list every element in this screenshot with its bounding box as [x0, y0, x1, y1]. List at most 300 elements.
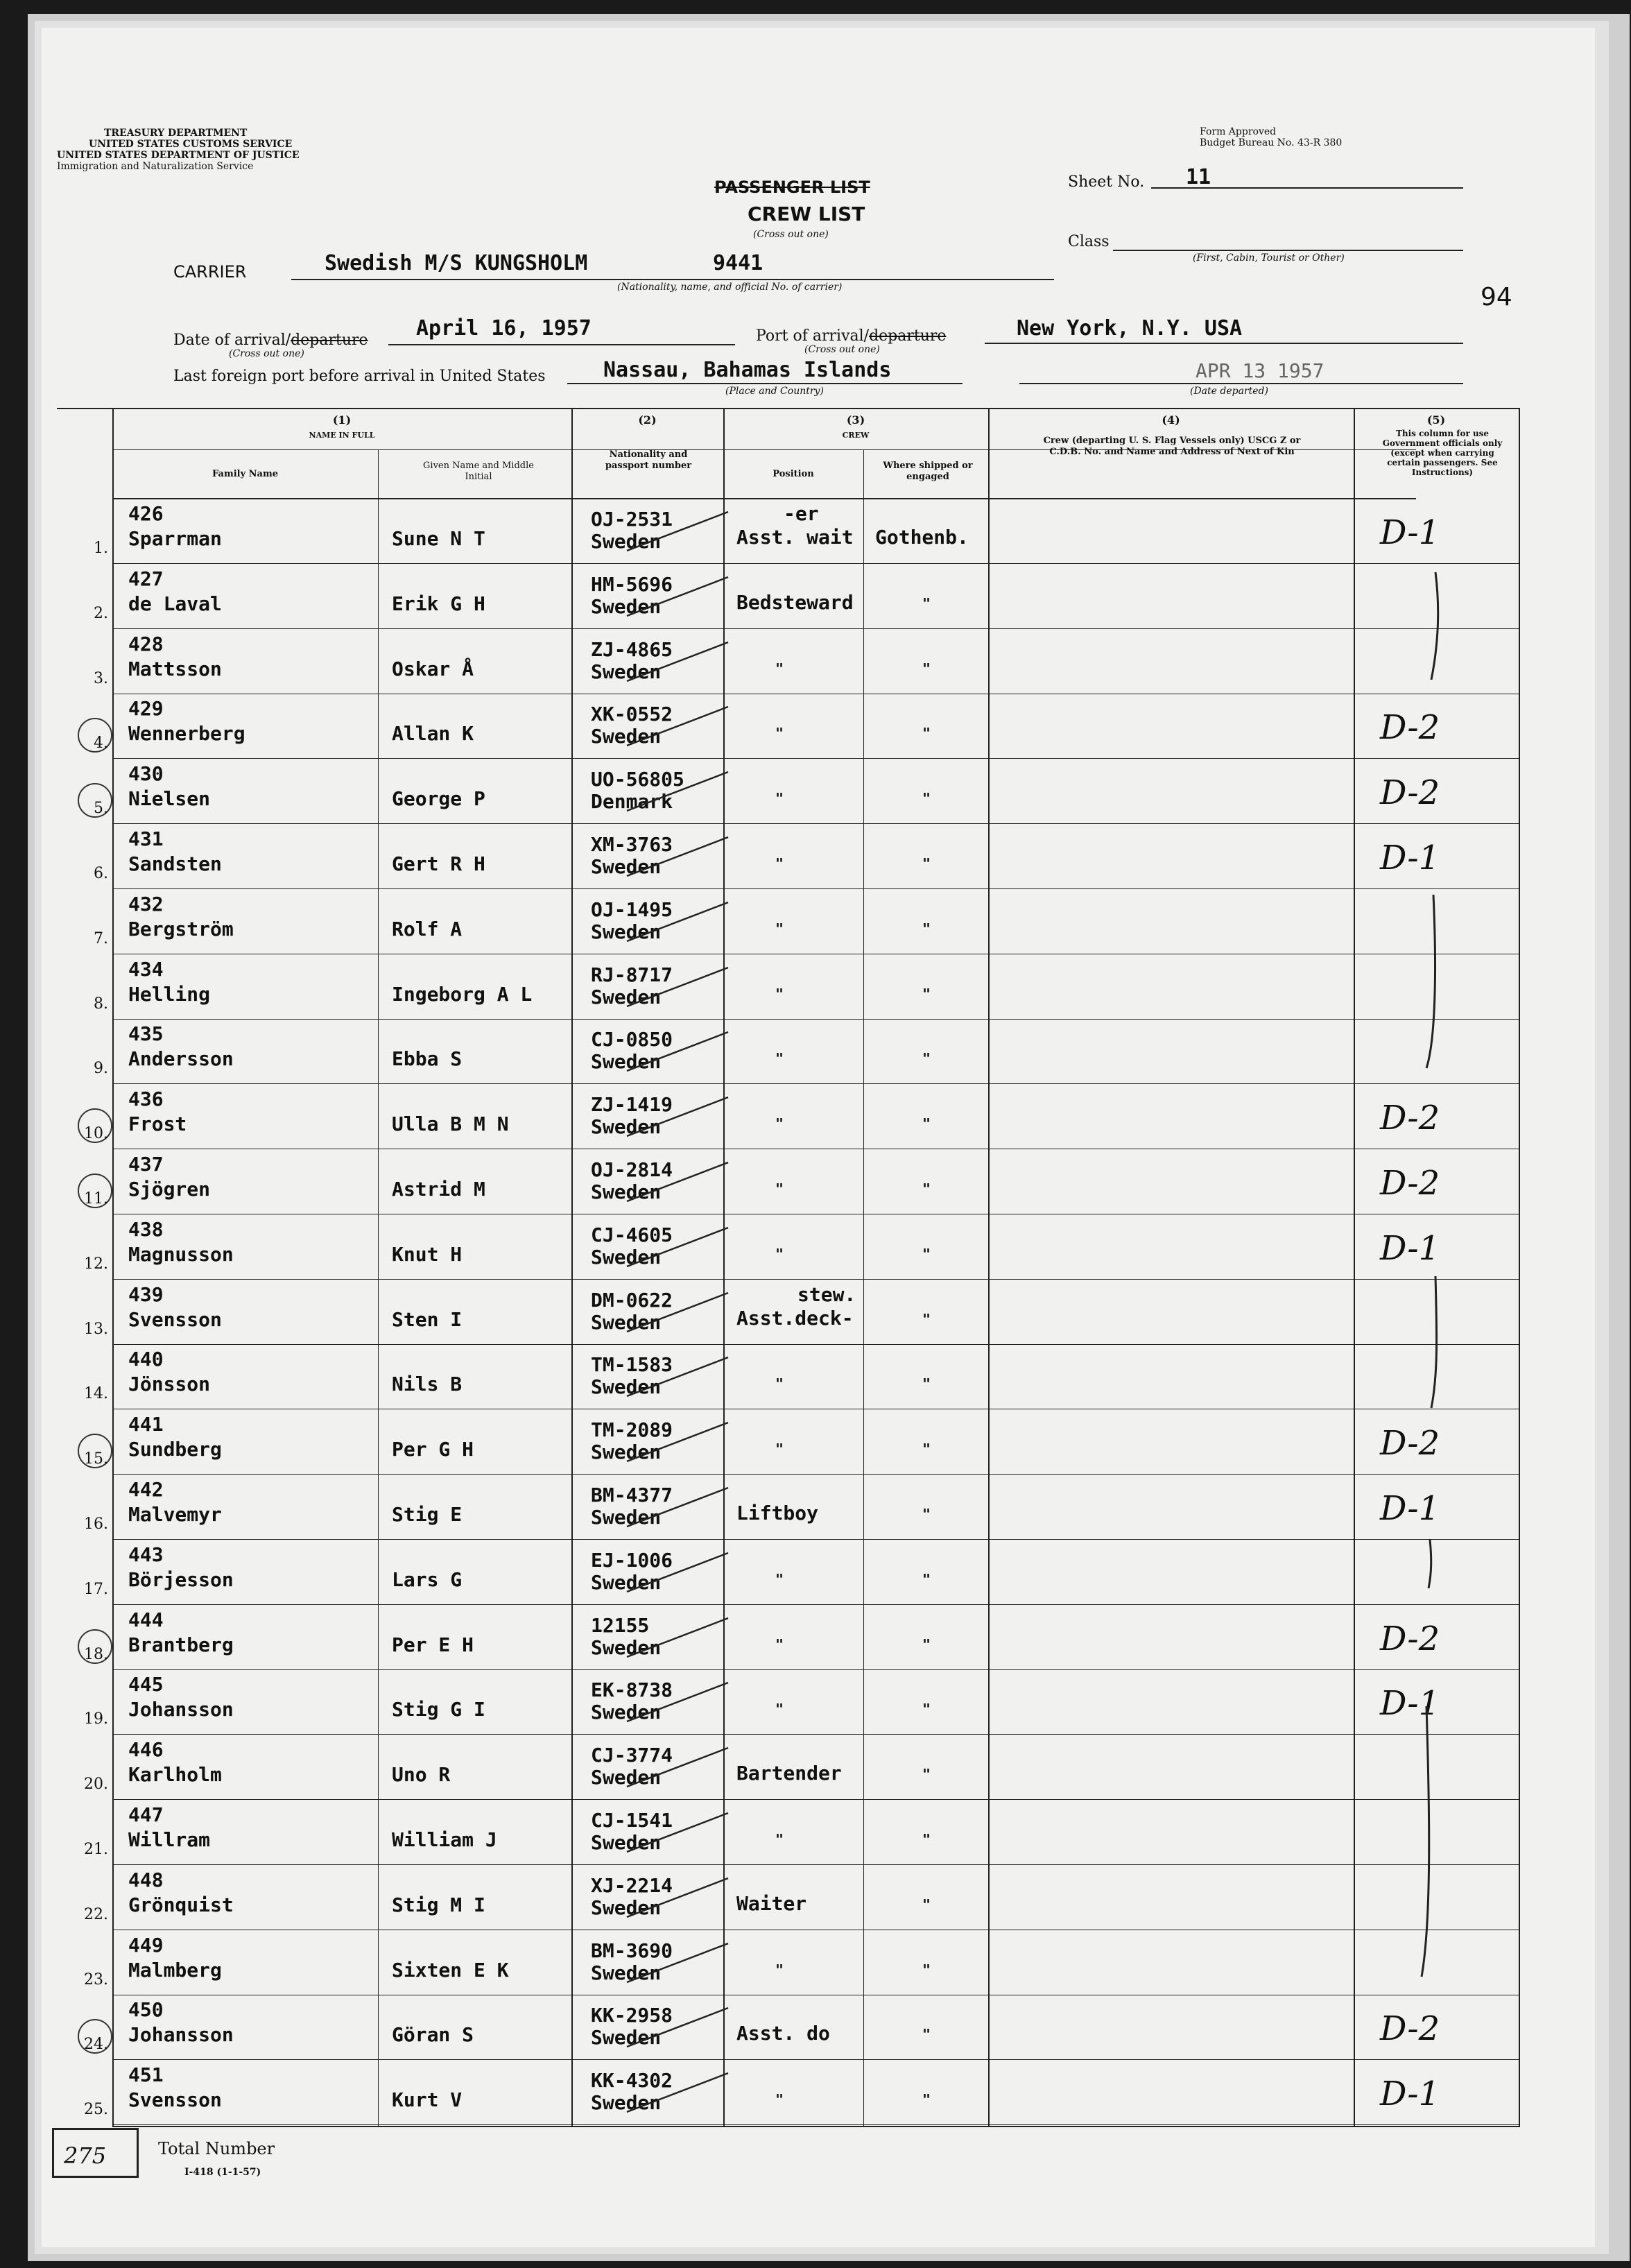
passport-number: TM-2089	[591, 1418, 673, 1442]
nationality: Sweden	[591, 855, 662, 878]
nationality: Sweden	[591, 1245, 662, 1269]
crew-number: 434	[128, 957, 164, 981]
col2-title: Nationality and passport number	[605, 449, 692, 471]
passport-number: CJ-4605	[591, 1223, 673, 1246]
table-top-border	[57, 408, 1520, 409]
where-shipped: "	[922, 660, 931, 677]
where-shipped: "	[922, 1766, 931, 1783]
family-name: Svensson	[128, 2088, 222, 2112]
position: Waiter	[736, 1891, 807, 1915]
dept-line-2: UNITED STATES CUSTOMS SERVICE	[89, 139, 293, 150]
crew-number: 438	[128, 1217, 164, 1241]
where-shipped: "	[922, 594, 931, 612]
col4-title: Crew (departing U. S. Flag Vessels only) USCG Z or C.D.B. No. and Name and Address of Next of Kin	[1043, 436, 1301, 457]
crew-number: 449	[128, 1933, 164, 1957]
position: "	[775, 1635, 784, 1653]
passport-number: OJ-2814	[591, 1158, 673, 1181]
family-name: Nielsen	[128, 787, 211, 811]
where-shipped: "	[922, 1701, 931, 1718]
position: "	[775, 1701, 784, 1718]
given-name: Knut H	[392, 1242, 463, 1266]
family-name: Svensson	[128, 1307, 222, 1331]
passport-number: ZJ-4865	[591, 637, 673, 661]
family-name: Magnusson	[128, 1242, 234, 1266]
crew-number: 431	[128, 827, 164, 850]
nationality: Denmark	[591, 790, 673, 814]
official-mark: D-2	[1380, 708, 1440, 748]
official-mark: D-2	[1380, 1164, 1440, 1203]
position: "	[775, 1961, 784, 1978]
check-slash	[624, 506, 735, 555]
position: "	[775, 725, 784, 742]
check-slash	[624, 572, 735, 620]
family-name: Grönquist	[128, 1893, 234, 1916]
official-mark: D-2	[1380, 1619, 1440, 1658]
family-name: Brantberg	[128, 1633, 234, 1656]
row-number: 10.	[84, 1125, 108, 1143]
given-name: Stig G I	[392, 1698, 485, 1721]
where-shipped: "	[922, 1635, 931, 1653]
col1-number: (1)	[332, 413, 352, 427]
carrier-value: Swedish M/S KUNGSHOLM	[325, 251, 588, 275]
passport-number: 12155	[591, 1613, 650, 1637]
crew-number: 442	[128, 1478, 164, 1501]
position: "	[775, 920, 784, 937]
crew-number: 441	[128, 1413, 164, 1436]
passport-number: EK-8738	[591, 1678, 673, 1702]
row-number: 19.	[84, 1710, 108, 1728]
date-departed-line	[1019, 383, 1463, 384]
where-shipped: "	[922, 1441, 931, 1458]
port-label	[756, 327, 946, 345]
family-name: Wennerberg	[128, 722, 245, 746]
family-name: Willram	[128, 1828, 211, 1851]
row-number: 6.	[94, 865, 108, 882]
family-name: Sundberg	[128, 1438, 222, 1461]
col3-title: CREW	[842, 431, 870, 440]
passport-number: XK-0552	[591, 703, 673, 726]
row-number: 25.	[84, 2101, 108, 2119]
check-slash	[624, 1613, 735, 1661]
official-mark: D-2	[1380, 1099, 1440, 1138]
passport-number: CJ-3774	[591, 1744, 673, 1767]
position: Bartender	[736, 1762, 842, 1785]
nationality: Sweden	[591, 1050, 662, 1074]
nationality: Sweden	[591, 1831, 662, 1854]
row-number: 3.	[94, 669, 108, 687]
position: Liftboy	[736, 1502, 819, 1524]
port-label-struck: departure	[869, 327, 947, 345]
where-shipped: "	[922, 1180, 931, 1197]
carrier-line	[291, 279, 1054, 280]
position: Asst. wait	[736, 526, 854, 549]
row-number: 21.	[84, 1841, 108, 1858]
date-label-struck: departure	[291, 332, 368, 349]
family-name: Karlholm	[128, 1763, 222, 1787]
last-port-label: Last foreign port before arrival in United States	[173, 368, 546, 385]
given-name: George P	[392, 787, 485, 811]
check-slash	[624, 766, 735, 815]
dept-line-3: UNITED STATES DEPARTMENT OF JUSTICE	[57, 150, 300, 161]
port-label-prefix: Port of arrival/	[756, 327, 870, 345]
official-mark: D-1	[1380, 1228, 1440, 1268]
passport-number: BM-3690	[591, 1939, 673, 1962]
col-position: Position	[773, 469, 814, 479]
where-shipped: "	[922, 1506, 931, 1522]
passport-number: OJ-1495	[591, 897, 673, 921]
passport-number: XJ-2214	[591, 1873, 673, 1897]
given-name: Erik G H	[392, 592, 485, 615]
given-name: Ulla B M N	[392, 1112, 509, 1136]
position: "	[775, 790, 784, 807]
crew-number: 440	[128, 1348, 164, 1371]
check-slash	[624, 1873, 735, 1921]
col2-number: (2)	[638, 413, 657, 427]
row-number: 5.	[94, 800, 108, 818]
check-slash	[624, 1807, 735, 1856]
row-divider	[112, 2124, 1519, 2125]
table-bottom-border	[112, 2126, 1520, 2127]
given-name: Nils B	[392, 1373, 463, 1396]
sheet-number: 11	[1186, 165, 1211, 189]
official-mark: D-1	[1380, 513, 1440, 552]
nationality: Sweden	[591, 594, 662, 618]
nationality: Sweden	[591, 660, 662, 683]
given-name: Uno R	[392, 1763, 451, 1787]
port-line	[985, 343, 1463, 344]
cross-out-hint: (Cross out one)	[753, 229, 829, 240]
row-number: 22.	[84, 1905, 108, 1923]
where-shipped: "	[922, 985, 931, 1002]
position: "	[775, 1831, 784, 1848]
where-shipped: "	[922, 1115, 931, 1133]
arrival-date: April 16, 1957	[416, 316, 592, 341]
check-slash	[624, 1092, 735, 1140]
passport-number: KK-4302	[591, 2069, 673, 2093]
crew-list-title: CREW LIST	[748, 203, 865, 225]
col-given-name: Given Name and Middle Initial	[423, 461, 534, 482]
nationality: Sweden	[591, 530, 662, 553]
position: "	[775, 1180, 784, 1197]
position: "	[775, 1050, 784, 1067]
passport-number: BM-4377	[591, 1484, 673, 1506]
check-slash	[624, 1482, 735, 1531]
passport-number: RJ-8717	[591, 963, 673, 986]
where-shipped: "	[922, 1831, 931, 1848]
given-name: Lars G	[392, 1567, 463, 1591]
passport-number: TM-1583	[591, 1353, 673, 1377]
check-slash	[624, 637, 735, 685]
position: "	[775, 1245, 784, 1262]
row-number: 4.	[94, 734, 108, 753]
nationality: Sweden	[591, 725, 662, 748]
crew-number: 432	[128, 892, 164, 916]
crew-number: 426	[128, 502, 164, 525]
crew-number: 451	[128, 2063, 164, 2087]
row-number: 12.	[84, 1255, 108, 1273]
where-shipped: "	[922, 725, 931, 742]
given-name: Rolf A	[392, 917, 463, 940]
check-slash	[624, 897, 735, 945]
given-name: Sten I	[392, 1307, 463, 1331]
date-cross-hint: (Cross out one)	[229, 348, 304, 359]
row-number: 24.	[84, 2036, 108, 2054]
passport-number: DM-0622	[591, 1288, 673, 1312]
row-number: 15.	[84, 1450, 108, 1468]
nationality: Sweden	[591, 1635, 662, 1659]
row-number: 17.	[84, 1580, 108, 1598]
given-name: Göran S	[392, 2023, 474, 2047]
date-line	[388, 344, 735, 345]
class-hint: (First, Cabin, Tourist or Other)	[1193, 252, 1345, 264]
official-mark: D-1	[1380, 1489, 1440, 1528]
where-shipped: "	[922, 920, 931, 937]
nationality: Sweden	[591, 2026, 662, 2050]
given-name: Ebba S	[392, 1047, 463, 1071]
crew-number: 446	[128, 1738, 164, 1762]
row-number: 1.	[94, 540, 108, 557]
official-mark: D-2	[1380, 773, 1440, 813]
crew-number: 437	[128, 1153, 164, 1176]
port-cross-hint: (Cross out one)	[804, 344, 880, 355]
position: "	[775, 1441, 784, 1458]
crew-number: 430	[128, 762, 164, 786]
check-slash	[624, 1417, 735, 1466]
col3-number: (3)	[846, 413, 865, 427]
given-name: Sixten E K	[392, 1958, 509, 1982]
passenger-list-title: PASSENGER LIST	[714, 178, 870, 197]
where-shipped: "	[922, 1245, 931, 1262]
position: "	[775, 2091, 784, 2108]
crew-number: 428	[128, 632, 164, 655]
nationality: Sweden	[591, 1506, 662, 1529]
passport-number: HM-5696	[591, 572, 673, 596]
family-name: Johansson	[128, 2023, 234, 2047]
row-number: 11.	[84, 1190, 108, 1208]
family-name: Andersson	[128, 1047, 234, 1071]
crew-number: 450	[128, 1998, 164, 2022]
family-name: Johansson	[128, 1698, 234, 1721]
last-port-hint: (Place and Country)	[725, 386, 824, 397]
nationality: Sweden	[591, 1896, 662, 1919]
crew-number: 436	[128, 1088, 164, 1111]
row-number: 7.	[94, 929, 108, 947]
check-slash	[624, 1677, 735, 1726]
position: "	[775, 985, 784, 1002]
last-port-line	[567, 383, 963, 384]
where-shipped: "	[922, 2026, 931, 2043]
date-departed-stamp: APR 13 1957	[1196, 359, 1324, 382]
nationality: Sweden	[591, 1310, 662, 1334]
nationality: Sweden	[591, 920, 662, 943]
crew-number: 429	[128, 697, 164, 721]
form-approved: Form Approved	[1200, 126, 1277, 137]
check-slash	[624, 1742, 735, 1791]
where-shipped: "	[922, 1961, 931, 1978]
family-name: Frost	[128, 1112, 187, 1136]
date-label	[173, 332, 368, 349]
where-shipped: "	[922, 1570, 931, 1588]
where-shipped: "	[922, 1375, 931, 1393]
passport-number: EJ-1006	[591, 1548, 673, 1572]
family-name: Jönsson	[128, 1373, 211, 1396]
crew-number: 427	[128, 567, 164, 590]
where-shipped: "	[922, 1310, 931, 1328]
check-slash	[624, 1157, 735, 1205]
check-slash	[624, 1222, 735, 1271]
passport-number: CJ-0850	[591, 1028, 673, 1051]
crew-number: 439	[128, 1282, 164, 1306]
check-slash	[624, 2002, 735, 2051]
budget-bureau: Budget Bureau No. 43-R 380	[1200, 137, 1343, 148]
nationality: Sweden	[591, 1766, 662, 1789]
row-number: 8.	[94, 995, 108, 1013]
given-name: William J	[392, 1828, 497, 1851]
nationality: Sweden	[591, 1570, 662, 1594]
arrival-port: New York, N.Y. USA	[1017, 316, 1243, 341]
passport-number: KK-2958	[591, 2004, 673, 2027]
crew-number: 448	[128, 1868, 164, 1891]
where-shipped: Gothenb.	[875, 526, 969, 549]
given-name: Ingeborg A L	[392, 982, 533, 1006]
class-line	[1113, 250, 1463, 251]
position: "	[775, 1375, 784, 1393]
form-number: I-418 (1-1-57)	[184, 2167, 261, 2178]
carrier-hint: (Nationality, name, and official No. of carrier)	[617, 282, 843, 293]
check-slash	[624, 701, 735, 750]
crew-number: 445	[128, 1673, 164, 1696]
official-mark: D-1	[1380, 839, 1440, 877]
where-shipped: "	[922, 790, 931, 807]
nationality: Sweden	[591, 1375, 662, 1399]
where-shipped: "	[922, 2091, 931, 2108]
nationality: Sweden	[591, 1441, 662, 1464]
class-label: Class	[1068, 233, 1110, 250]
position-continuation: stew.	[797, 1282, 856, 1306]
position-continuation: -er	[784, 502, 819, 525]
dept-line-4: Immigration and Naturalization Service	[57, 161, 254, 172]
col4-number: (4)	[1162, 413, 1180, 427]
position: "	[775, 855, 784, 872]
family-name: Mattsson	[128, 657, 222, 680]
col-family-name: Family Name	[212, 469, 278, 479]
total-box	[52, 2128, 139, 2178]
official-mark: D-1	[1380, 1684, 1440, 1724]
total-label: Total Number	[158, 2139, 275, 2158]
where-shipped: "	[922, 855, 931, 872]
given-name: Gert R H	[392, 852, 485, 875]
position: Bedsteward	[736, 590, 854, 614]
passport-number: OJ-2531	[591, 508, 673, 531]
passport-number: CJ-1541	[591, 1809, 673, 1832]
continuation-marks	[1354, 499, 1519, 2126]
check-slash	[624, 1352, 735, 1400]
given-name: Allan K	[392, 722, 474, 746]
position: Asst.deck-	[736, 1306, 854, 1330]
crew-number: 435	[128, 1022, 164, 1046]
carrier-label: CARRIER	[173, 262, 247, 282]
nationality: Sweden	[591, 2091, 662, 2115]
total-number: 275	[64, 2142, 107, 2169]
family-name: Malmberg	[128, 1958, 222, 1982]
where-shipped: "	[922, 1050, 931, 1067]
passport-number: XM-3763	[591, 833, 673, 856]
given-name: Astrid M	[392, 1178, 485, 1201]
col-where-shipped: Where shipped or engaged	[883, 461, 973, 482]
position: "	[775, 1115, 784, 1133]
family-name: Börjesson	[128, 1567, 234, 1591]
family-name: Sparrman	[128, 527, 222, 550]
official-mark: D-1	[1380, 2074, 1440, 2114]
family-name: de Laval	[128, 592, 222, 615]
carrier-number: 9441	[713, 251, 763, 275]
check-slash	[624, 1026, 735, 1075]
check-slash	[624, 1287, 735, 1336]
nationality: Sweden	[591, 1961, 662, 1984]
row-number: 23.	[84, 1970, 108, 1988]
official-mark: D-2	[1380, 1424, 1440, 1463]
check-slash	[624, 2068, 735, 2116]
nationality: Sweden	[591, 1701, 662, 1724]
row-number: 2.	[94, 604, 108, 622]
given-name: Kurt V	[392, 2088, 463, 2112]
col5-number: (5)	[1426, 413, 1446, 427]
position: "	[775, 660, 784, 677]
dept-line-1: TREASURY DEPARTMENT	[104, 128, 248, 139]
check-slash	[624, 832, 735, 880]
row-number: 18.	[84, 1645, 108, 1663]
crew-number: 447	[128, 1803, 164, 1826]
family-name: Sjögren	[128, 1178, 211, 1201]
date-departed-hint: (Date departed)	[1190, 386, 1268, 397]
position: "	[775, 1570, 784, 1588]
given-name: Sune N T	[392, 527, 485, 550]
family-name: Sandsten	[128, 852, 222, 875]
check-slash	[624, 1938, 735, 1986]
check-slash	[624, 962, 735, 1011]
crew-number: 443	[128, 1543, 164, 1566]
col1-title: NAME IN FULL	[309, 431, 375, 440]
given-name: Per E H	[392, 1633, 474, 1656]
nationality: Sweden	[591, 985, 662, 1008]
date-label-prefix: Date of arrival/	[173, 332, 291, 349]
check-slash	[624, 1547, 735, 1596]
family-name: Helling	[128, 982, 211, 1006]
last-port-value: Nassau, Bahamas Islands	[603, 358, 892, 382]
given-name: Stig M I	[392, 1893, 485, 1916]
given-name: Per G H	[392, 1438, 474, 1461]
row-number: 13.	[84, 1320, 108, 1338]
row-number: 16.	[84, 1515, 108, 1533]
position: Asst. do	[736, 2022, 830, 2045]
family-name: Malvemyr	[128, 1503, 222, 1526]
given-name: Stig E	[392, 1503, 463, 1526]
crew-number: 444	[128, 1608, 164, 1631]
row-number: 9.	[94, 1060, 108, 1078]
row-number: 20.	[84, 1776, 108, 1794]
where-shipped: "	[922, 1896, 931, 1913]
sheet-label: Sheet No.	[1068, 173, 1145, 191]
col5-title: This column for use Government officials only (except when carrying certain passengers. See Instructions)	[1382, 429, 1503, 477]
corner-number: 94	[1481, 283, 1512, 311]
row-number: 14.	[84, 1385, 108, 1403]
passport-number: ZJ-1419	[591, 1093, 673, 1117]
given-name: Oskar Å	[392, 657, 474, 680]
official-mark: D-2	[1380, 2009, 1440, 2049]
passport-number: UO-56805	[591, 768, 684, 791]
nationality: Sweden	[591, 1115, 662, 1139]
family-name: Bergström	[128, 917, 234, 940]
